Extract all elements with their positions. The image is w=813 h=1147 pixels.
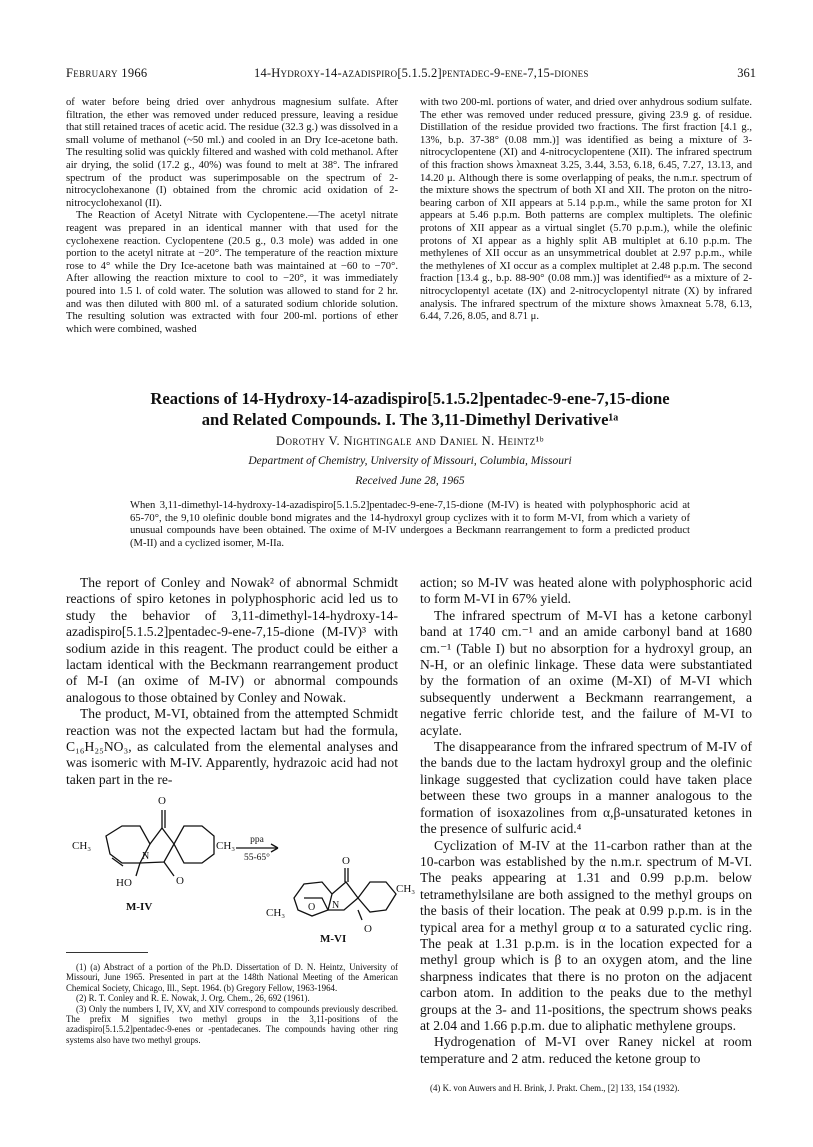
prev-article-right-column — [420, 97, 752, 324]
prev-article-left-column — [66, 97, 398, 336]
paragraph: The infrared spectrum of M-VI has a ketone carbonyl band at 1740 cm.⁻¹ and an amide carbonyl band at 1680 cm.⁻¹ (Table I) but no absorption for a hydroxyl group, an N-H, or an olefinic linkage. These data were substantiated by the formation of an oxime (M-XI) of M-VI which subsequently underwent a Beckmann rearrangement, a negative ferric chloride test, and the failure of M-VI to acylate. — [420, 607, 752, 738]
title-line: Reactions of 14-Hydroxy-14-azadispiro[5.1.5.2]pentadec-9-ene-7,15-dione — [150, 389, 670, 408]
received-date: Received June 28, 1965 — [355, 475, 465, 487]
m4-right-ring — [174, 826, 214, 863]
oxygen-label: O — [308, 902, 316, 913]
m6-right-ring — [358, 882, 396, 912]
paragraph: The report of Conley and Nowak² of abnormal Schmidt reactions of spiro ketones in polyphosphoric acid led us to study the behavior of 3,11-dimethyl-14-hydroxy-14-azadispiro[5.1.5.2]pentadec-9-ene-7,15-dione (M-IV)³ with sodium azide in this reagent. The product could be either a lactam identical with the Beckmann rearrangement product of M-I (an oxime of M-IV) or abnormal compounds analogous to those obtained by Conley and Nowak. — [66, 575, 398, 705]
n-oh-bond — [136, 863, 140, 876]
oxygen-label: O — [176, 875, 184, 887]
footnotes-left — [66, 962, 398, 1045]
compound-label-m6: M-VI — [320, 933, 347, 945]
paragraph: with two 200-ml. portions of water, and dried over anhydrous sodium sulfate. The ether was removed under reduced pressure, giving 23.9 g. of residue. Distillation of the residue provided two fractions. The first fraction [4.1 g., 13%, b.p. 37-38° (0.08 mm.)] was identified as being a mixture of 3-nitrocyclopentene (XI) and 4-nitrocyclopentene (XII). The infrared spectrum of this fraction shows λmaxneat 3.25, 3.44, 3.53, 6.18, 6.45, 7.27, 13.13, and 14.20 μ. Although there is some overlapping of peaks, the n.m.r. spectrum of the mixture shows the spectrum of both XI and XII. The proton on the nitro-bearing carbon of XII appears at 5.14 p.p.m., while the same proton for XI appears at 5.46 p.p.m. Both patterns are complex multiplets. The olefinic protons of XII appear as a virtual singlet (5.70 p.p.m.), while the olefinic protons of XI appear as a highly split AB multiplet at 6.10 p.p.m. The methylenes of XII occur as an unsymmetrical doublet at 2.97 p.p.m., while the methylenes of XI occur as a complex multiplet at 2.48 p.p.m. The second fraction [13.4 g., b.p. 88-90° (0.08 mm.)] was identified⁶ᵃ as a mixture of 2-nitrocyclopentyl acetate (IX) and 2-nitrocyclopentyl nitrate (X) by infrared analysis. The infrared spectrum of the mixture shows λmaxneat 5.78, 6.13, 6.44, 7.26, 8.05, and 8.71 μ. — [420, 97, 752, 323]
compound-label-m4: M-IV — [126, 901, 153, 913]
oxygen-label: O — [364, 923, 372, 935]
authors: Dorothy V. Nightingale and Daniel N. Heintz¹ᵇ — [276, 434, 544, 448]
methyl-label: CH₃ — [396, 883, 416, 895]
reaction-scheme — [66, 788, 426, 948]
footnote: (1) (a) Abstract of a portion of the Ph.D. Dissertation of D. N. Heintz, University of Missouri, June 1965. Presented in part at the 148th National Meeting of the American Chemical Society, Chicago, Ill., Sept. 1964. (b) Gregory Fellow, 1963-1964. — [66, 962, 398, 993]
oxygen-label: O — [342, 855, 350, 867]
header-date: February 1966 — [66, 66, 148, 80]
paragraph: The Reaction of Acetyl Nitrate with Cyclopentene.—The acetyl nitrate reagent was prepared in an identical manner with that used for the cyclohexene reaction. Cyclopentene (20.5 g., 0.3 mole) was added in one portion to the acetyl nitrate at −20°. The temperature of the reaction mixture rose to 4° while the Dry Ice-acetone bath was maintained at −60 to −70°. After allowing the reaction mixture to cool to −20°, it was immediately poured into 1.5 l. of cold water. The solution was allowed to stand for 2 hr. and was then diluted with 800 ml. of a saturated sodium chloride solution. The resulting solution was extracted with four 200-ml. portions of ether which were combined, washed — [66, 210, 398, 335]
paragraph: The disappearance from the infrared spectrum of M-IV of the bands due to the lactam hydroxyl group and the olefinic linkage suggested that cyclization could have taken place between these two groups in a manner analogous to the formation of isoxazolines from α,β-unsaturated ketones in the presence of sulfuric acid.⁴ — [420, 739, 752, 837]
methyl-label: CH₃ — [266, 907, 286, 919]
body-right-column — [420, 575, 752, 1067]
header-title: 14-Hydroxy-14-azadispiro[5.1.5.2]pentadec-9-ene-7,15-diones — [254, 66, 589, 80]
methyl-label: CH₃ — [72, 840, 92, 852]
reagent-label: ppa — [250, 835, 264, 845]
body-left-column — [66, 575, 398, 788]
hydroxyl-label: HO — [116, 877, 132, 889]
abstract: When 3,11-dimethyl-14-hydroxy-14-azadispiro[5.1.5.2]pentadec-9-ene-7,15-dione (M-IV) is heated with polyphosphoric acid at 65-70°, the 9,10 olefinic double bond migrates and the 14-hydroxyl group cyclizes with it to form M-VI, from which a variety of unusual compounds have been obtained. The oxime of M-IV undergoes a Beckmann rearrangement to form a predicted product (M-II) and a cyclized isomer, M-IIa. — [130, 500, 690, 549]
footnote-right — [420, 1083, 752, 1093]
footnote-separator — [66, 952, 148, 953]
nitrogen-label: N — [142, 851, 150, 862]
temperature-label: 55-65° — [244, 853, 270, 863]
paragraph: action; so M-IV was heated alone with polyphosphoric acid to form M-VI in 67% yield. — [420, 575, 752, 607]
article-title — [60, 388, 760, 430]
paragraph: of water before being dried over anhydrous magnesium sulfate. After filtration, the ether was removed under reduced pressure, leaving a residue that still retained traces of acetic acid. The residue (32.3 g.) was dissolved in a small volume of methanol (~50 ml.) and cooled in an Dry Ice-acetone bath. The resulting solid was quickly filtered and washed with cold methanol. After air drying, the solid (17.2 g., 40%) was found to melt at 38°. The infrared spectrum of the product was superimposable on the spectrum of 2-nitrocyclohexanone (I) obtained from the chromic acid oxidation of 2-nitrocyclohexanol (II). — [66, 97, 398, 209]
paragraph: The product, M-VI, obtained from the attempted Schmidt reaction was not the expected lactam but had the formula, C₁₆H₂₅NO₃, as calculated from the elemental analyses and was isomeric with M-IV. Apparently, hydrazoic acid had not taken part in the re- — [66, 706, 398, 787]
nitrogen-label: N — [332, 900, 340, 911]
footnote: (2) R. T. Conley and R. E. Nowak, J. Org. Chem., 26, 692 (1961). — [76, 993, 310, 1004]
footnote: (3) Only the numbers I, IV, XV, and XIV correspond to compounds previously described. The prefix M signifies two methyl groups in the 3,11-positions of the azadispiro[5.1.5.2]pentadec-9-enes or -pentadecanes. The compounds having other ring systems also have two methyl groups. — [66, 1003, 398, 1045]
page-number: 361 — [737, 66, 756, 80]
affiliation: Department of Chemistry, University of Missouri, Columbia, Missouri — [248, 455, 572, 467]
oxygen-label: O — [158, 795, 166, 807]
footnote: (4) K. von Auwers and H. Brink, J. Prakt. Chem., [2] 133, 154 (1932). — [430, 1083, 680, 1093]
paragraph: Hydrogenation of M-VI over Raney nickel at room temperature and 2 atm. reduced the ketone group to — [420, 1034, 752, 1066]
carbonyl-bond — [358, 910, 362, 920]
methyl-label: CH₃ — [216, 840, 236, 852]
carbonyl-bond — [164, 862, 174, 876]
title-line: and Related Compounds. I. The 3,11-Dimethyl Derivative¹ᵃ — [201, 410, 619, 429]
paragraph: Cyclization of M-IV at the 11-carbon rather than at the 10-carbon was established by the n.m.r. spectrum of M-VI. The peaks appearing at 1.31 and 0.99 p.p.m. below tetramethylsilane are both assigned to the methyl groups on the basis of their location. The peak at 0.99 p.p.m. is in the typical area for a methyl group α to a saturated cyclic ring. The peak at 1.31 p.p.m. is in the location expected for a methyl group which is β to an oxygen atom, and the line sharpness indicates that there is no proton on the adjacent carbon atom. In addition to the peaks due to the methyl groups at the 3- and 11-positions, the spectrum shows peaks at 2.04 and 1.66 p.p.m. due to aliphatic methylene groups. — [420, 837, 752, 1033]
running-header — [66, 66, 756, 82]
